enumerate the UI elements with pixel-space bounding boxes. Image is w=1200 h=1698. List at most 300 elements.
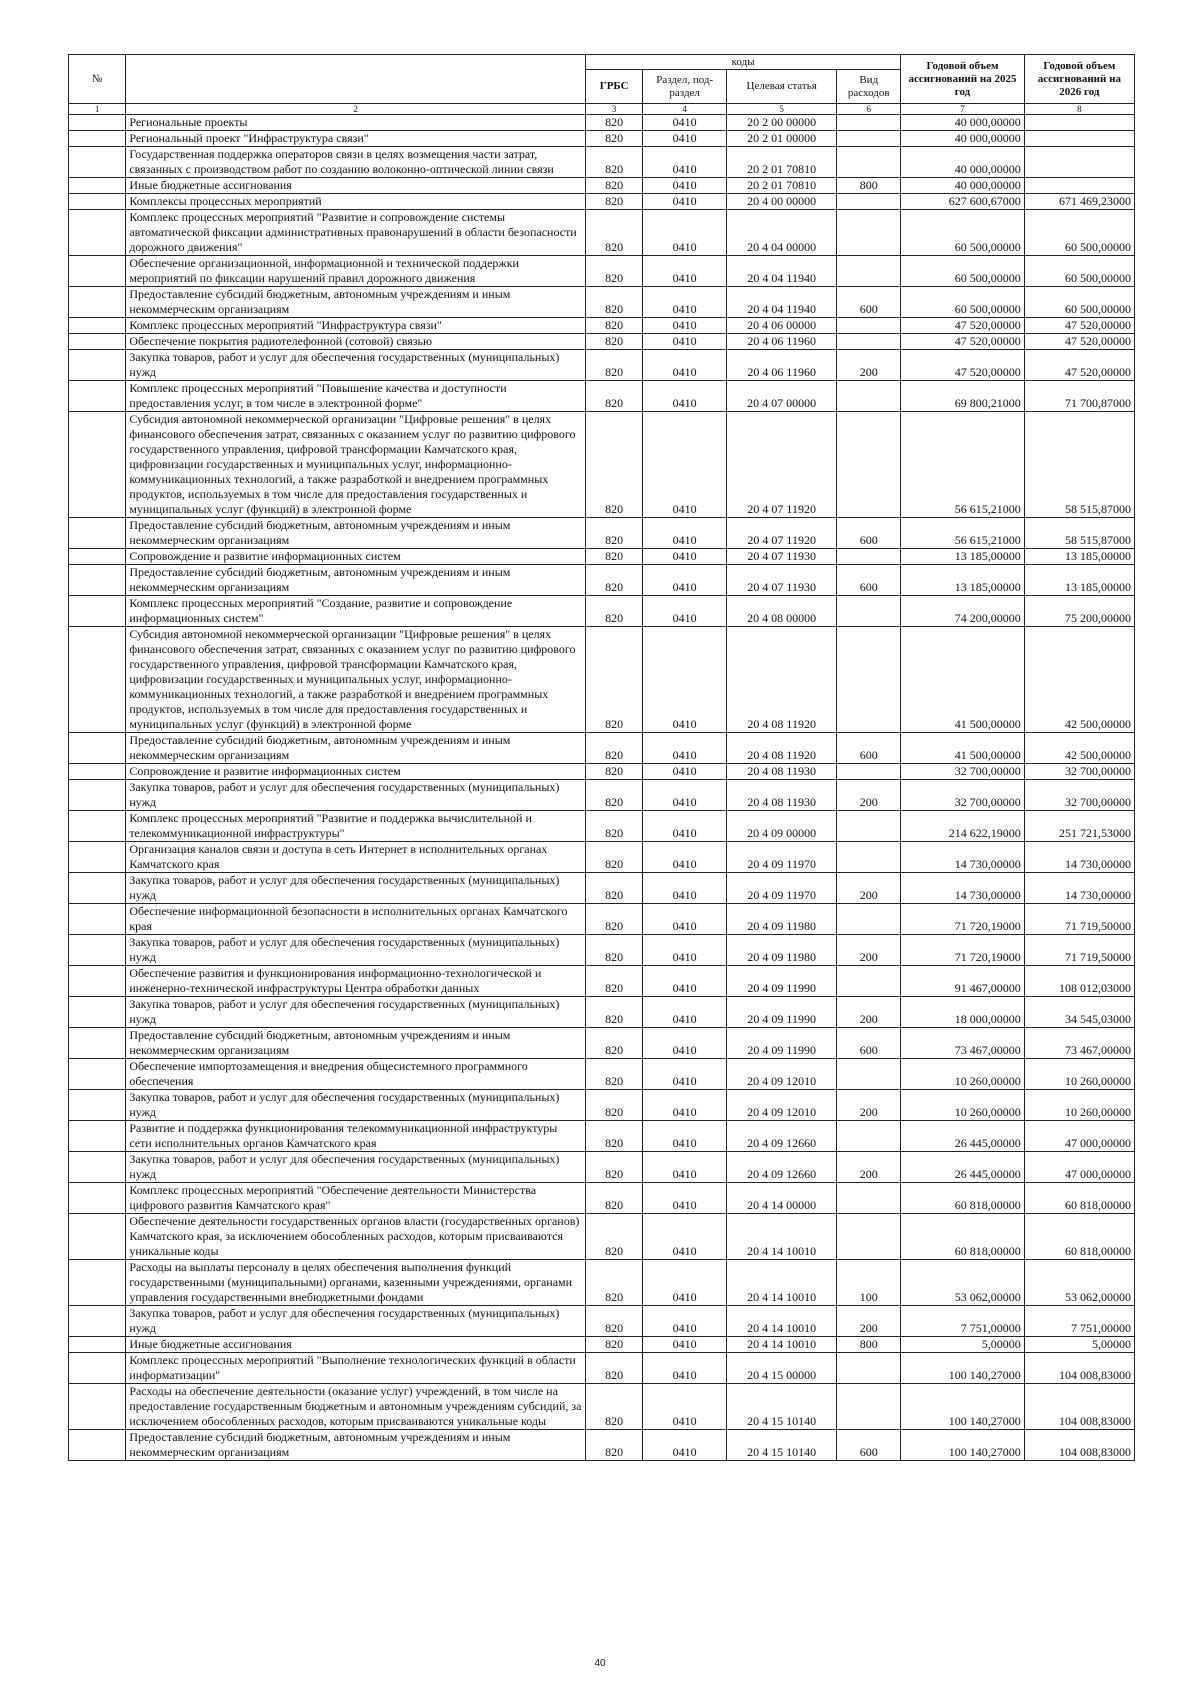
cell-grbs: 820 (585, 1384, 642, 1430)
cell-grbs: 820 (585, 210, 642, 256)
cell-grbs: 820 (585, 194, 642, 210)
table-row (69, 210, 1135, 256)
cell-target: 20 4 08 11930 (727, 780, 837, 811)
cell-name: Комплекс процессных мероприятий "Обеспечение деятельности Министерства цифрового развития Камчатского края" (126, 1183, 586, 1214)
cell-amount-2026: 34 545,03000 (1024, 997, 1134, 1028)
cell-amount-2026: 32 700,00000 (1024, 764, 1134, 780)
table-row (69, 1384, 1135, 1430)
cell-amount-2026: 671 469,23000 (1024, 194, 1134, 210)
cell-grbs: 820 (585, 350, 642, 381)
cell-target: 20 4 14 10010 (727, 1306, 837, 1337)
cell-section: 0410 (643, 1214, 727, 1260)
cell-name: Обеспечение развития и функционирования информационно-технологической и инженерно-технической инфраструктуры Центра обработки данных (126, 966, 586, 997)
cell-amount-2025: 56 615,21000 (901, 412, 1024, 518)
cell-section: 0410 (643, 1059, 727, 1090)
cell-section: 0410 (643, 596, 727, 627)
cell-amount-2026: 71 719,50000 (1024, 935, 1134, 966)
cell-amount-2026: 53 062,00000 (1024, 1260, 1134, 1306)
cell-amount-2026: 47 000,00000 (1024, 1152, 1134, 1183)
cell-target: 20 4 07 11930 (727, 565, 837, 596)
cell-target: 20 4 06 11960 (727, 350, 837, 381)
cell-section: 0410 (643, 966, 727, 997)
table-row (69, 1337, 1135, 1353)
cell-amount-2025: 73 467,00000 (901, 1028, 1024, 1059)
cell-no (69, 1183, 126, 1214)
cell-amount-2025: 71 720,19000 (901, 935, 1024, 966)
cell-grbs: 820 (585, 966, 642, 997)
cell-section: 0410 (643, 318, 727, 334)
cell-exp-type (837, 764, 901, 780)
cell-exp-type (837, 1214, 901, 1260)
table-row (69, 318, 1135, 334)
cell-target: 20 4 14 10010 (727, 1260, 837, 1306)
table-row (69, 1353, 1135, 1384)
cell-no (69, 596, 126, 627)
cell-exp-type (837, 115, 901, 131)
cell-section: 0410 (643, 873, 727, 904)
cell-exp-type: 600 (837, 1430, 901, 1461)
cell-target: 20 4 08 00000 (727, 596, 837, 627)
cell-no (69, 1353, 126, 1384)
cell-amount-2026: 10 260,00000 (1024, 1090, 1134, 1121)
cell-name: Комплекс процессных мероприятий "Создание, развитие и сопровождение информационных систем" (126, 596, 586, 627)
cell-target: 20 4 09 12010 (727, 1059, 837, 1090)
cell-section: 0410 (643, 627, 727, 733)
table-row (69, 1430, 1135, 1461)
cell-section: 0410 (643, 1260, 727, 1306)
cell-no (69, 1260, 126, 1306)
cell-amount-2026: 251 721,53000 (1024, 811, 1134, 842)
cell-name: Расходы на выплаты персоналу в целях обеспечения выполнения функций государственными (муниципальными) органами, казенными учреждениями, органами управления государственными внебюджетными фондами (126, 1260, 586, 1306)
cell-amount-2026: 104 008,83000 (1024, 1384, 1134, 1430)
cell-amount-2025: 5,00000 (901, 1337, 1024, 1353)
cell-amount-2026: 60 500,00000 (1024, 287, 1134, 318)
cell-target: 20 4 14 10010 (727, 1214, 837, 1260)
cell-amount-2025: 40 000,00000 (901, 131, 1024, 147)
cell-target: 20 4 09 12660 (727, 1121, 837, 1152)
table-row (69, 1059, 1135, 1090)
cell-target: 20 4 09 12010 (727, 1090, 837, 1121)
cell-no (69, 210, 126, 256)
cell-section: 0410 (643, 147, 727, 178)
cell-amount-2025: 7 751,00000 (901, 1306, 1024, 1337)
cell-no (69, 1384, 126, 1430)
table-row (69, 412, 1135, 518)
cell-no (69, 780, 126, 811)
cell-exp-type (837, 904, 901, 935)
cell-target: 20 4 09 12660 (727, 1152, 837, 1183)
cell-grbs: 820 (585, 780, 642, 811)
cell-no (69, 1430, 126, 1461)
header-name (126, 55, 586, 104)
cell-section: 0410 (643, 1353, 727, 1384)
cell-exp-type (837, 596, 901, 627)
cell-no (69, 287, 126, 318)
cell-amount-2026: 60 500,00000 (1024, 210, 1134, 256)
cell-no (69, 842, 126, 873)
cell-exp-type: 200 (837, 1090, 901, 1121)
cell-name: Расходы на обеспечение деятельности (оказание услуг) учреждений, в том числе на предоставление государственным бюджетным и автономным учреждениям субсидий, за исключением обособленных расходов, которым присваиваются уникальные коды (126, 1384, 586, 1430)
cell-amount-2025: 53 062,00000 (901, 1260, 1024, 1306)
table-row (69, 549, 1135, 565)
cell-grbs: 820 (585, 1090, 642, 1121)
cell-section: 0410 (643, 287, 727, 318)
cell-grbs: 820 (585, 1183, 642, 1214)
colnum-6: 6 (837, 104, 901, 115)
cell-no (69, 381, 126, 412)
cell-exp-type: 200 (837, 997, 901, 1028)
cell-target: 20 4 07 11920 (727, 518, 837, 549)
cell-target: 20 4 04 11940 (727, 287, 837, 318)
cell-amount-2026: 14 730,00000 (1024, 842, 1134, 873)
table-row (69, 1090, 1135, 1121)
header-section: Раздел, под-раздел (643, 70, 727, 104)
cell-amount-2025: 14 730,00000 (901, 873, 1024, 904)
cell-exp-type (837, 1384, 901, 1430)
colnum-5: 5 (727, 104, 837, 115)
cell-no (69, 147, 126, 178)
cell-target: 20 4 00 00000 (727, 194, 837, 210)
cell-name: Предоставление субсидий бюджетным, автономным учреждениям и иным некоммерческим организациям (126, 1028, 586, 1059)
cell-section: 0410 (643, 549, 727, 565)
cell-grbs: 820 (585, 627, 642, 733)
cell-no (69, 412, 126, 518)
cell-amount-2025: 100 140,27000 (901, 1384, 1024, 1430)
cell-exp-type (837, 318, 901, 334)
cell-target: 20 4 08 11920 (727, 627, 837, 733)
cell-amount-2026: 47 520,00000 (1024, 318, 1134, 334)
cell-amount-2026: 47 520,00000 (1024, 350, 1134, 381)
cell-grbs: 820 (585, 1306, 642, 1337)
cell-exp-type: 200 (837, 873, 901, 904)
cell-name: Обеспечение организационной, информационной и технической поддержки мероприятий по фиксации нарушений правил дорожного движения (126, 256, 586, 287)
cell-target: 20 4 09 00000 (727, 811, 837, 842)
cell-name: Закупка товаров, работ и услуг для обеспечения государственных (муниципальных) нужд (126, 1152, 586, 1183)
table-row (69, 287, 1135, 318)
cell-amount-2026: 60 500,00000 (1024, 256, 1134, 287)
cell-section: 0410 (643, 256, 727, 287)
header-exp-type: Вид расходов (837, 70, 901, 104)
cell-grbs: 820 (585, 549, 642, 565)
table-header (69, 55, 1135, 115)
cell-no (69, 350, 126, 381)
cell-grbs: 820 (585, 412, 642, 518)
cell-no (69, 1090, 126, 1121)
table-row (69, 147, 1135, 178)
cell-exp-type (837, 811, 901, 842)
cell-grbs: 820 (585, 1028, 642, 1059)
cell-amount-2025: 71 720,19000 (901, 904, 1024, 935)
cell-exp-type (837, 1353, 901, 1384)
cell-amount-2026: 47 000,00000 (1024, 1121, 1134, 1152)
cell-section: 0410 (643, 1090, 727, 1121)
cell-name: Предоставление субсидий бюджетным, автономным учреждениям и иным некоммерческим организациям (126, 1430, 586, 1461)
cell-section: 0410 (643, 115, 727, 131)
header-grbs: ГРБС (585, 70, 642, 104)
cell-section: 0410 (643, 131, 727, 147)
cell-amount-2026: 42 500,00000 (1024, 733, 1134, 764)
table-row (69, 842, 1135, 873)
cell-target: 20 2 01 70810 (727, 178, 837, 194)
cell-amount-2026 (1024, 178, 1134, 194)
cell-no (69, 178, 126, 194)
cell-target: 20 4 09 11990 (727, 966, 837, 997)
cell-no (69, 318, 126, 334)
cell-amount-2025: 47 520,00000 (901, 334, 1024, 350)
cell-amount-2025: 60 818,00000 (901, 1183, 1024, 1214)
cell-no (69, 1214, 126, 1260)
cell-exp-type (837, 194, 901, 210)
table-row (69, 131, 1135, 147)
header-codes: коды (585, 55, 900, 70)
cell-section: 0410 (643, 518, 727, 549)
cell-target: 20 4 09 11970 (727, 842, 837, 873)
cell-section: 0410 (643, 194, 727, 210)
cell-target: 20 4 08 11930 (727, 764, 837, 780)
cell-amount-2026: 71 700,87000 (1024, 381, 1134, 412)
cell-no (69, 256, 126, 287)
cell-amount-2025: 69 800,21000 (901, 381, 1024, 412)
cell-amount-2026 (1024, 115, 1134, 131)
table-row (69, 1260, 1135, 1306)
cell-exp-type: 200 (837, 1152, 901, 1183)
table-row (69, 1152, 1135, 1183)
cell-amount-2025: 40 000,00000 (901, 147, 1024, 178)
cell-exp-type (837, 131, 901, 147)
cell-exp-type: 200 (837, 780, 901, 811)
cell-exp-type: 600 (837, 287, 901, 318)
cell-section: 0410 (643, 764, 727, 780)
cell-amount-2025: 32 700,00000 (901, 764, 1024, 780)
cell-target: 20 4 15 00000 (727, 1353, 837, 1384)
cell-name: Комплекс процессных мероприятий "Повышение качества и доступности предоставления услуг, в том числе в электронной форме" (126, 381, 586, 412)
cell-no (69, 935, 126, 966)
cell-exp-type (837, 1183, 901, 1214)
cell-amount-2025: 26 445,00000 (901, 1152, 1024, 1183)
cell-amount-2025: 214 622,19000 (901, 811, 1024, 842)
table-row (69, 780, 1135, 811)
cell-amount-2025: 40 000,00000 (901, 178, 1024, 194)
cell-amount-2025: 56 615,21000 (901, 518, 1024, 549)
cell-amount-2025: 47 520,00000 (901, 350, 1024, 381)
cell-amount-2025: 47 520,00000 (901, 318, 1024, 334)
cell-no (69, 873, 126, 904)
cell-target: 20 2 01 00000 (727, 131, 837, 147)
cell-section: 0410 (643, 935, 727, 966)
cell-amount-2025: 10 260,00000 (901, 1090, 1024, 1121)
cell-section: 0410 (643, 1337, 727, 1353)
cell-amount-2025: 60 500,00000 (901, 287, 1024, 318)
cell-section: 0410 (643, 1121, 727, 1152)
cell-name: Закупка товаров, работ и услуг для обеспечения государственных (муниципальных) нужд (126, 873, 586, 904)
cell-grbs: 820 (585, 1430, 642, 1461)
cell-amount-2025: 10 260,00000 (901, 1059, 1024, 1090)
cell-name: Обеспечение информационной безопасности в исполнительных органах Камчатского края (126, 904, 586, 935)
cell-exp-type (837, 334, 901, 350)
cell-amount-2025: 627 600,67000 (901, 194, 1024, 210)
cell-section: 0410 (643, 733, 727, 764)
table-row (69, 596, 1135, 627)
cell-name: Региональные проекты (126, 115, 586, 131)
cell-exp-type (837, 842, 901, 873)
cell-name: Сопровождение и развитие информационных систем (126, 549, 586, 565)
cell-no (69, 565, 126, 596)
cell-name: Закупка товаров, работ и услуг для обеспечения государственных (муниципальных) нужд (126, 935, 586, 966)
cell-exp-type (837, 256, 901, 287)
cell-exp-type (837, 210, 901, 256)
cell-exp-type: 200 (837, 1306, 901, 1337)
cell-name: Обеспечение импортозамещения и внедрения общесистемного программного обеспечения (126, 1059, 586, 1090)
cell-target: 20 4 07 00000 (727, 381, 837, 412)
cell-no (69, 997, 126, 1028)
cell-grbs: 820 (585, 1152, 642, 1183)
table-row (69, 935, 1135, 966)
cell-name: Закупка товаров, работ и услуг для обеспечения государственных (муниципальных) нужд (126, 997, 586, 1028)
cell-grbs: 820 (585, 115, 642, 131)
cell-target: 20 4 07 11930 (727, 549, 837, 565)
cell-grbs: 820 (585, 334, 642, 350)
cell-name: Развитие и поддержка функционирования телекоммуникационной инфраструктуры сети исполнительных органов Камчатского края (126, 1121, 586, 1152)
table-body (69, 115, 1135, 1461)
cell-amount-2026: 73 467,00000 (1024, 1028, 1134, 1059)
cell-amount-2025: 32 700,00000 (901, 780, 1024, 811)
table-row (69, 627, 1135, 733)
cell-no (69, 1121, 126, 1152)
cell-grbs: 820 (585, 873, 642, 904)
cell-amount-2026: 58 515,87000 (1024, 412, 1134, 518)
cell-amount-2025: 14 730,00000 (901, 842, 1024, 873)
cell-name: Комплекс процессных мероприятий "Инфраструктура связи" (126, 318, 586, 334)
cell-target: 20 4 14 10010 (727, 1337, 837, 1353)
header-2026: Годовой объем ассигнований на 2026 год (1024, 55, 1134, 104)
cell-no (69, 115, 126, 131)
table-row (69, 565, 1135, 596)
header-2025: Годовой объем ассигнований на 2025 год (901, 55, 1024, 104)
cell-grbs: 820 (585, 178, 642, 194)
cell-no (69, 1337, 126, 1353)
budget-table (68, 54, 1135, 1461)
cell-amount-2026: 13 185,00000 (1024, 565, 1134, 596)
cell-name: Предоставление субсидий бюджетным, автономным учреждениям и иным некоммерческим организациям (126, 287, 586, 318)
cell-section: 0410 (643, 1183, 727, 1214)
table-row (69, 904, 1135, 935)
cell-no (69, 549, 126, 565)
cell-amount-2025: 100 140,27000 (901, 1430, 1024, 1461)
cell-amount-2025: 41 500,00000 (901, 627, 1024, 733)
cell-exp-type: 800 (837, 1337, 901, 1353)
cell-exp-type (837, 549, 901, 565)
cell-section: 0410 (643, 381, 727, 412)
cell-section: 0410 (643, 1384, 727, 1430)
cell-grbs: 820 (585, 256, 642, 287)
cell-exp-type: 600 (837, 518, 901, 549)
cell-name: Региональный проект "Инфраструктура связи" (126, 131, 586, 147)
cell-no (69, 904, 126, 935)
colnum-4: 4 (643, 104, 727, 115)
cell-amount-2025: 26 445,00000 (901, 1121, 1024, 1152)
table-row (69, 381, 1135, 412)
cell-grbs: 820 (585, 1059, 642, 1090)
cell-exp-type (837, 966, 901, 997)
table-row (69, 1214, 1135, 1260)
cell-target: 20 4 04 00000 (727, 210, 837, 256)
cell-amount-2026: 60 818,00000 (1024, 1183, 1134, 1214)
cell-target: 20 4 09 11980 (727, 904, 837, 935)
cell-amount-2025: 13 185,00000 (901, 565, 1024, 596)
cell-section: 0410 (643, 1028, 727, 1059)
cell-grbs: 820 (585, 842, 642, 873)
cell-amount-2026: 58 515,87000 (1024, 518, 1134, 549)
cell-section: 0410 (643, 997, 727, 1028)
cell-amount-2026: 14 730,00000 (1024, 873, 1134, 904)
cell-no (69, 811, 126, 842)
cell-target: 20 4 09 11970 (727, 873, 837, 904)
cell-amount-2025: 100 140,27000 (901, 1353, 1024, 1384)
cell-grbs: 820 (585, 565, 642, 596)
cell-grbs: 820 (585, 596, 642, 627)
cell-grbs: 820 (585, 287, 642, 318)
cell-name: Обеспечение деятельности государственных органов власти (государственных органов) Камчатского края, за исключением обособленных расходов, которым присваиваются уникальные коды (126, 1214, 586, 1260)
table-row (69, 1121, 1135, 1152)
cell-section: 0410 (643, 565, 727, 596)
cell-amount-2026: 10 260,00000 (1024, 1059, 1134, 1090)
cell-grbs: 820 (585, 1214, 642, 1260)
colnum-7: 7 (901, 104, 1024, 115)
cell-section: 0410 (643, 178, 727, 194)
cell-exp-type (837, 1059, 901, 1090)
cell-amount-2026: 42 500,00000 (1024, 627, 1134, 733)
cell-no (69, 966, 126, 997)
cell-grbs: 820 (585, 1353, 642, 1384)
cell-section: 0410 (643, 1430, 727, 1461)
colnum-3: 3 (585, 104, 642, 115)
cell-grbs: 820 (585, 131, 642, 147)
cell-amount-2026: 32 700,00000 (1024, 780, 1134, 811)
cell-no (69, 518, 126, 549)
table-row (69, 194, 1135, 210)
cell-amount-2026: 75 200,00000 (1024, 596, 1134, 627)
cell-name: Закупка товаров, работ и услуг для обеспечения государственных (муниципальных) нужд (126, 1306, 586, 1337)
cell-name: Закупка товаров, работ и услуг для обеспечения государственных (муниципальных) нужд (126, 780, 586, 811)
cell-section: 0410 (643, 811, 727, 842)
cell-amount-2026 (1024, 131, 1134, 147)
cell-exp-type (837, 147, 901, 178)
cell-target: 20 4 09 11980 (727, 935, 837, 966)
cell-name: Обеспечение покрытия радиотелефонной (сотовой) связью (126, 334, 586, 350)
cell-target: 20 4 09 11990 (727, 1028, 837, 1059)
colnum-1: 1 (69, 104, 126, 115)
table-row (69, 350, 1135, 381)
cell-grbs: 820 (585, 147, 642, 178)
cell-name: Государственная поддержка операторов связи в целях возмещения части затрат, связанных с производством работ по созданию волоконно-оптической линии связи (126, 147, 586, 178)
cell-exp-type: 600 (837, 565, 901, 596)
cell-amount-2026: 7 751,00000 (1024, 1306, 1134, 1337)
cell-no (69, 1028, 126, 1059)
cell-amount-2025: 91 467,00000 (901, 966, 1024, 997)
cell-amount-2026 (1024, 147, 1134, 178)
cell-target: 20 4 06 11960 (727, 334, 837, 350)
cell-grbs: 820 (585, 518, 642, 549)
cell-section: 0410 (643, 334, 727, 350)
cell-name: Предоставление субсидий бюджетным, автономным учреждениям и иным некоммерческим организациям (126, 518, 586, 549)
cell-target: 20 4 06 00000 (727, 318, 837, 334)
cell-grbs: 820 (585, 1121, 642, 1152)
colnum-8: 8 (1024, 104, 1134, 115)
cell-section: 0410 (643, 412, 727, 518)
cell-exp-type: 800 (837, 178, 901, 194)
cell-amount-2025: 40 000,00000 (901, 115, 1024, 131)
cell-amount-2025: 41 500,00000 (901, 733, 1024, 764)
